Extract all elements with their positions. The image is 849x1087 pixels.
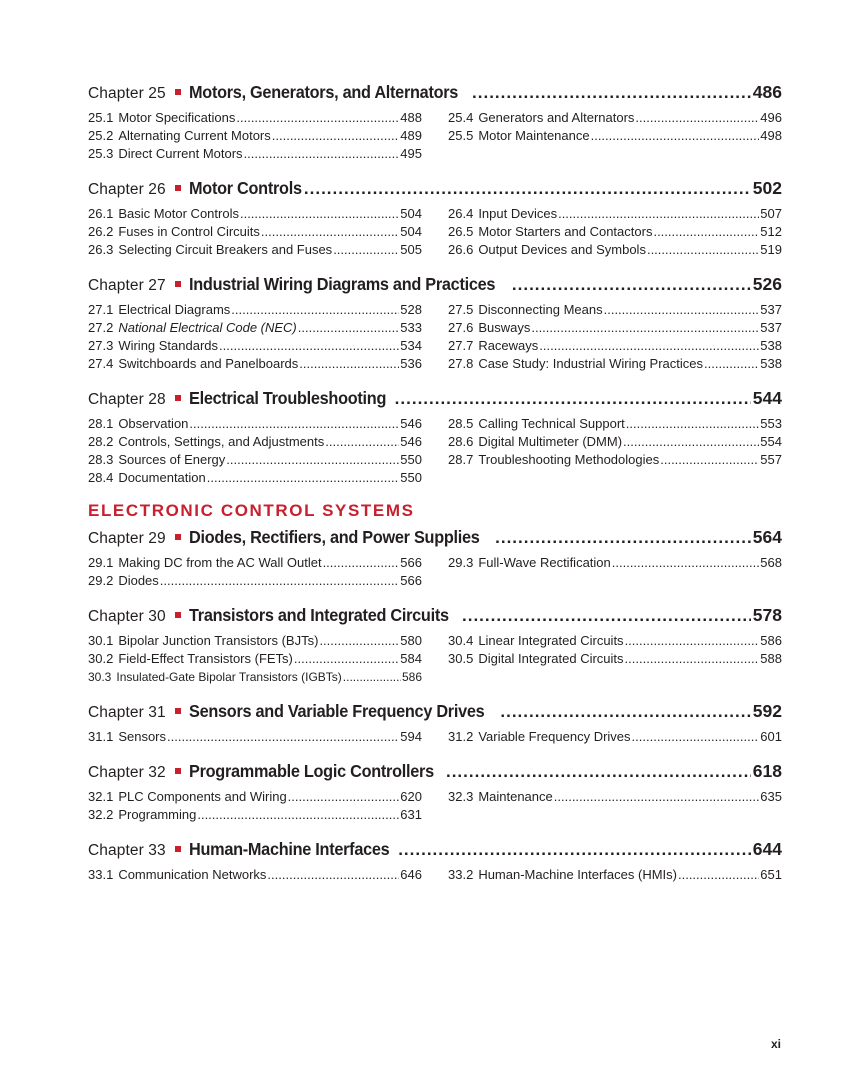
section-number: 33.2 bbox=[448, 867, 474, 882]
section-number: 30.2 bbox=[88, 651, 114, 666]
section-column-left bbox=[88, 109, 422, 163]
dot-leader bbox=[462, 604, 751, 627]
dot-leader bbox=[267, 866, 399, 884]
dot-leader bbox=[333, 241, 399, 259]
section-page-number: 507 bbox=[760, 206, 782, 221]
dot-leader bbox=[398, 838, 751, 861]
square-bullet-icon bbox=[175, 768, 181, 774]
section-column-right bbox=[448, 632, 782, 686]
section-number: 25.4 bbox=[448, 110, 474, 125]
section-page-number: 512 bbox=[760, 224, 782, 239]
chapter-page-number: 502 bbox=[752, 178, 782, 198]
section-entry[interactable] bbox=[88, 301, 422, 319]
dot-leader bbox=[678, 866, 759, 884]
section-entry[interactable] bbox=[88, 223, 422, 241]
dot-leader bbox=[554, 788, 760, 806]
section-entry[interactable] bbox=[448, 433, 782, 451]
section-title: Motor Maintenance bbox=[478, 128, 590, 143]
section-title: Fuses in Control Circuits bbox=[118, 224, 260, 239]
section-entry[interactable] bbox=[448, 788, 782, 806]
section-entry[interactable] bbox=[448, 319, 782, 337]
section-title: Input Devices bbox=[478, 206, 558, 221]
section-page-number: 538 bbox=[760, 338, 782, 353]
section-title: Digital Integrated Circuits bbox=[478, 651, 624, 666]
chapter-label: Chapter 30 bbox=[88, 608, 166, 625]
section-column-left bbox=[88, 632, 422, 686]
section-number: 25.1 bbox=[88, 110, 114, 125]
section-number: 29.3 bbox=[448, 555, 474, 570]
section-number: 32.2 bbox=[88, 807, 114, 822]
section-page-number: 646 bbox=[400, 867, 422, 882]
section-title: PLC Components and Wiring bbox=[118, 789, 287, 804]
section-title: Raceways bbox=[478, 338, 539, 353]
section-entry[interactable] bbox=[88, 668, 422, 686]
section-entry[interactable] bbox=[448, 109, 782, 127]
dot-leader bbox=[660, 451, 759, 469]
section-number: 29.1 bbox=[88, 555, 114, 570]
section-title: Making DC from the AC Wall Outlet bbox=[118, 555, 322, 570]
page-number: xi bbox=[770, 1037, 781, 1051]
section-number: 32.3 bbox=[448, 789, 474, 804]
section-columns bbox=[88, 866, 782, 884]
section-entry[interactable] bbox=[88, 337, 422, 355]
dot-leader bbox=[704, 355, 759, 373]
dot-leader bbox=[231, 301, 399, 319]
section-entry[interactable] bbox=[448, 355, 782, 373]
section-title: Disconnecting Means bbox=[478, 302, 603, 317]
section-page-number: 584 bbox=[400, 651, 422, 666]
section-number: 26.4 bbox=[448, 206, 474, 221]
chapter-entry bbox=[88, 176, 782, 259]
dot-leader bbox=[160, 572, 400, 590]
section-page-number: 537 bbox=[760, 320, 782, 335]
section-page-number: 580 bbox=[400, 633, 422, 648]
section-entry[interactable] bbox=[88, 632, 422, 650]
section-title: Documentation bbox=[118, 470, 206, 485]
section-title: Basic Motor Controls bbox=[118, 206, 239, 221]
section-page-number: 586 bbox=[760, 633, 782, 648]
section-columns bbox=[88, 109, 782, 163]
section-column-left bbox=[88, 728, 422, 746]
dot-leader bbox=[539, 337, 759, 355]
section-entry[interactable] bbox=[448, 415, 782, 433]
square-bullet-icon bbox=[175, 708, 181, 714]
section-title: Selecting Circuit Breakers and Fuses bbox=[118, 242, 333, 257]
section-entry[interactable] bbox=[88, 469, 422, 487]
dot-leader bbox=[304, 177, 751, 200]
section-number: 31.2 bbox=[448, 729, 474, 744]
dot-leader bbox=[647, 241, 759, 259]
section-title: Wiring Standards bbox=[118, 338, 219, 353]
section-page-number: 554 bbox=[760, 434, 782, 449]
section-entry[interactable] bbox=[448, 650, 782, 668]
chapter-heading[interactable] bbox=[88, 699, 782, 723]
dot-leader bbox=[604, 301, 760, 319]
section-entry[interactable] bbox=[448, 554, 782, 572]
table-of-contents bbox=[88, 80, 782, 897]
square-bullet-icon bbox=[175, 89, 181, 95]
chapter-page-number: 592 bbox=[752, 701, 782, 721]
dot-leader bbox=[272, 127, 400, 145]
chapter-label: Chapter 29 bbox=[88, 530, 166, 547]
dot-leader bbox=[189, 415, 399, 433]
dot-leader bbox=[219, 337, 399, 355]
dot-leader bbox=[625, 650, 760, 668]
dot-leader bbox=[626, 415, 760, 433]
section-title: Sensors bbox=[118, 729, 167, 744]
section-title: Maintenance bbox=[478, 789, 553, 804]
dot-leader bbox=[236, 109, 399, 127]
section-number: 28.3 bbox=[88, 452, 114, 467]
section-page-number: 537 bbox=[760, 302, 782, 317]
dot-leader bbox=[325, 433, 399, 451]
dot-leader bbox=[197, 806, 399, 824]
chapter-label: Chapter 25 bbox=[88, 85, 166, 102]
section-number: 29.2 bbox=[88, 573, 114, 588]
section-number: 28.5 bbox=[448, 416, 474, 431]
section-number: 27.4 bbox=[88, 356, 114, 371]
chapter-page-number: 526 bbox=[752, 274, 782, 294]
section-entry[interactable] bbox=[88, 145, 422, 163]
section-page-number: 594 bbox=[400, 729, 422, 744]
section-number: 27.5 bbox=[448, 302, 474, 317]
chapter-entry bbox=[88, 80, 782, 163]
section-number: 28.1 bbox=[88, 416, 114, 431]
section-number: 30.1 bbox=[88, 633, 114, 648]
section-entry[interactable] bbox=[448, 127, 782, 145]
dot-leader bbox=[207, 469, 400, 487]
chapter-entry bbox=[88, 837, 782, 884]
section-title: Alternating Current Motors bbox=[118, 128, 271, 143]
section-entry[interactable] bbox=[88, 728, 422, 746]
section-page-number: 504 bbox=[400, 206, 422, 221]
square-bullet-icon bbox=[175, 395, 181, 401]
section-page-number: 546 bbox=[400, 416, 422, 431]
section-entry[interactable] bbox=[88, 127, 422, 145]
dot-leader bbox=[623, 433, 759, 451]
square-bullet-icon bbox=[175, 185, 181, 191]
section-number: 26.3 bbox=[88, 242, 114, 257]
section-title: Digital Multimeter (DMM) bbox=[478, 434, 623, 449]
section-entry[interactable] bbox=[448, 205, 782, 223]
section-number: 28.2 bbox=[88, 434, 114, 449]
chapter-title: Transistors and Integrated Circuits bbox=[188, 605, 449, 625]
chapter-heading[interactable] bbox=[88, 603, 782, 627]
section-column-left bbox=[88, 788, 422, 824]
section-columns bbox=[88, 632, 782, 686]
section-columns bbox=[88, 301, 782, 373]
chapter-entry bbox=[88, 386, 782, 487]
chapter-title: Sensors and Variable Frequency Drives bbox=[188, 701, 485, 721]
section-number: 25.2 bbox=[88, 128, 114, 143]
square-bullet-icon bbox=[175, 534, 181, 540]
section-page-number: 546 bbox=[400, 434, 422, 449]
section-page-number: 533 bbox=[400, 320, 422, 335]
section-title: Motor Specifications bbox=[118, 110, 236, 125]
dot-leader bbox=[244, 145, 400, 163]
section-entry[interactable] bbox=[88, 650, 422, 668]
section-page-number: 550 bbox=[400, 452, 422, 467]
section-entry[interactable] bbox=[448, 728, 782, 746]
section-entry[interactable] bbox=[88, 319, 422, 337]
section-column-right bbox=[448, 788, 782, 824]
chapter-label: Chapter 27 bbox=[88, 277, 166, 294]
section-title: Diodes bbox=[118, 573, 159, 588]
dot-leader bbox=[591, 127, 760, 145]
dot-leader bbox=[395, 387, 751, 410]
section-title: Switchboards and Panelboards bbox=[118, 356, 299, 371]
dot-leader bbox=[167, 728, 399, 746]
section-entry[interactable] bbox=[88, 572, 422, 590]
section-page-number: 489 bbox=[400, 128, 422, 143]
section-title: Generators and Alternators bbox=[478, 110, 635, 125]
section-page-number: 534 bbox=[400, 338, 422, 353]
section-column-right bbox=[448, 728, 782, 746]
section-column-right bbox=[448, 866, 782, 884]
section-entry[interactable] bbox=[448, 223, 782, 241]
section-page-number: 528 bbox=[400, 302, 422, 317]
chapter-page-number: 486 bbox=[752, 82, 782, 102]
section-number: 27.6 bbox=[448, 320, 474, 335]
section-title: Variable Frequency Drives bbox=[478, 729, 631, 744]
section-page-number: 566 bbox=[400, 573, 422, 588]
section-entry[interactable] bbox=[88, 205, 422, 223]
section-title: Full-Wave Rectification bbox=[478, 555, 611, 570]
dot-leader bbox=[298, 319, 400, 337]
section-page-number: 631 bbox=[400, 807, 422, 822]
chapter-title: Motors, Generators, and Alternators bbox=[188, 82, 458, 102]
section-column-left bbox=[88, 415, 422, 487]
chapter-title: Industrial Wiring Diagrams and Practices bbox=[188, 274, 495, 294]
section-column-left bbox=[88, 205, 422, 259]
section-title: Case Study: Industrial Wiring Practices bbox=[478, 356, 704, 371]
section-page-number: 498 bbox=[760, 128, 782, 143]
section-title: Human-Machine Interfaces (HMIs) bbox=[478, 867, 677, 882]
section-title: Controls, Settings, and Adjustments bbox=[118, 434, 325, 449]
section-columns bbox=[88, 415, 782, 487]
section-page-number: 505 bbox=[400, 242, 422, 257]
section-number: 28.4 bbox=[88, 470, 114, 485]
section-page-number: 488 bbox=[400, 110, 422, 125]
chapter-entry bbox=[88, 759, 782, 824]
section-title: Sources of Energy bbox=[118, 452, 226, 467]
chapter-label: Chapter 26 bbox=[88, 181, 166, 198]
chapter-entry bbox=[88, 525, 782, 590]
dot-leader bbox=[261, 223, 399, 241]
chapter-heading[interactable] bbox=[88, 525, 782, 549]
chapter-heading[interactable] bbox=[88, 176, 782, 200]
section-title: Direct Current Motors bbox=[118, 146, 243, 161]
section-number: 26.1 bbox=[88, 206, 114, 221]
square-bullet-icon bbox=[175, 612, 181, 618]
section-page-number: 588 bbox=[760, 651, 782, 666]
chapter-page-number: 564 bbox=[752, 527, 782, 547]
section-title: Bipolar Junction Transistors (BJTs) bbox=[118, 633, 319, 648]
chapter-page-number: 544 bbox=[752, 388, 782, 408]
chapter-title: Electrical Troubleshooting bbox=[188, 388, 386, 408]
section-title: Output Devices and Symbols bbox=[478, 242, 646, 257]
section-entry[interactable] bbox=[448, 301, 782, 319]
chapter-heading[interactable] bbox=[88, 80, 782, 104]
section-entry[interactable] bbox=[448, 451, 782, 469]
section-entry[interactable] bbox=[448, 866, 782, 884]
dot-leader bbox=[625, 632, 760, 650]
dot-leader bbox=[495, 526, 751, 549]
chapter-label: Chapter 28 bbox=[88, 391, 166, 408]
section-number: 26.2 bbox=[88, 224, 114, 239]
section-columns bbox=[88, 554, 782, 590]
chapter-label: Chapter 33 bbox=[88, 842, 166, 859]
section-entry[interactable] bbox=[88, 433, 422, 451]
section-number: 30.5 bbox=[448, 651, 474, 666]
section-column-right bbox=[448, 109, 782, 163]
section-entry[interactable] bbox=[448, 632, 782, 650]
chapter-title: Human-Machine Interfaces bbox=[188, 839, 390, 859]
chapter-title: Diodes, Rectifiers, and Power Supplies bbox=[188, 527, 480, 547]
section-entry[interactable] bbox=[88, 355, 422, 373]
section-number: 27.1 bbox=[88, 302, 114, 317]
section-number: 27.2 bbox=[88, 320, 114, 335]
section-number: 27.8 bbox=[448, 356, 474, 371]
section-title: Electrical Diagrams bbox=[118, 302, 231, 317]
section-entry[interactable] bbox=[448, 337, 782, 355]
section-title: Busways bbox=[478, 320, 531, 335]
section-title: Insulated-Gate Bipolar Transistors (IGBTs) bbox=[116, 670, 342, 684]
section-page-number: 651 bbox=[760, 867, 782, 882]
chapter-heading[interactable] bbox=[88, 837, 782, 861]
section-number: 28.7 bbox=[448, 452, 474, 467]
section-title: National Electrical Code (NEC) bbox=[118, 320, 297, 335]
chapter-entry bbox=[88, 603, 782, 686]
section-page-number: 504 bbox=[400, 224, 422, 239]
square-bullet-icon bbox=[175, 846, 181, 852]
section-entry[interactable] bbox=[88, 866, 422, 884]
dot-leader bbox=[319, 632, 399, 650]
dot-leader bbox=[288, 788, 400, 806]
section-page-number: 601 bbox=[760, 729, 782, 744]
section-title: Communication Networks bbox=[118, 867, 267, 882]
section-page-number: 557 bbox=[760, 452, 782, 467]
chapter-page-number: 578 bbox=[752, 605, 782, 625]
section-entry[interactable] bbox=[448, 241, 782, 259]
section-column-left bbox=[88, 301, 422, 373]
chapter-heading[interactable] bbox=[88, 386, 782, 410]
section-column-right bbox=[448, 554, 782, 590]
section-page-number: 586 bbox=[401, 670, 422, 684]
section-column-right bbox=[448, 415, 782, 487]
section-page-number: 620 bbox=[400, 789, 422, 804]
section-page-number: 568 bbox=[760, 555, 782, 570]
section-page-number: 495 bbox=[400, 146, 422, 161]
section-number: 27.7 bbox=[448, 338, 474, 353]
dot-leader bbox=[294, 650, 399, 668]
dot-leader bbox=[446, 760, 751, 783]
section-column-right bbox=[448, 301, 782, 373]
chapter-page-number: 618 bbox=[752, 761, 782, 781]
section-entry[interactable] bbox=[88, 806, 422, 824]
section-page-number: 550 bbox=[400, 470, 422, 485]
section-entry[interactable] bbox=[88, 554, 422, 572]
dot-leader bbox=[635, 109, 759, 127]
section-heading: ELECTRONIC CONTROL SYSTEMS bbox=[88, 501, 415, 520]
section-page-number: 536 bbox=[400, 356, 422, 371]
section-entry[interactable] bbox=[88, 109, 422, 127]
dot-leader bbox=[323, 554, 400, 572]
dot-leader bbox=[226, 451, 399, 469]
section-page-number: 538 bbox=[760, 356, 782, 371]
dot-leader bbox=[472, 81, 751, 104]
section-page-number: 566 bbox=[400, 555, 422, 570]
section-columns bbox=[88, 205, 782, 259]
section-number: 30.4 bbox=[448, 633, 474, 648]
chapter-entry bbox=[88, 699, 782, 746]
section-column-right bbox=[448, 205, 782, 259]
dot-leader bbox=[240, 205, 399, 223]
section-entry[interactable] bbox=[88, 788, 422, 806]
section-page-number: 635 bbox=[760, 789, 782, 804]
section-entry[interactable] bbox=[88, 451, 422, 469]
chapter-title: Programmable Logic Controllers bbox=[188, 761, 434, 781]
dot-leader bbox=[512, 273, 751, 296]
section-entry[interactable] bbox=[88, 415, 422, 433]
chapter-entry bbox=[88, 272, 782, 373]
section-number: 25.5 bbox=[448, 128, 474, 143]
section-page-number: 496 bbox=[760, 110, 782, 125]
dot-leader bbox=[500, 700, 750, 723]
dot-leader bbox=[558, 205, 759, 223]
chapter-heading[interactable] bbox=[88, 272, 782, 296]
dot-leader bbox=[632, 728, 760, 746]
section-number: 30.3 bbox=[88, 670, 112, 684]
section-title: Programming bbox=[118, 807, 197, 822]
dot-leader bbox=[299, 355, 399, 373]
section-number: 33.1 bbox=[88, 867, 114, 882]
chapter-heading[interactable] bbox=[88, 759, 782, 783]
dot-leader bbox=[612, 554, 760, 572]
dot-leader bbox=[531, 319, 759, 337]
section-number: 25.3 bbox=[88, 146, 114, 161]
section-columns bbox=[88, 788, 782, 824]
section-number: 27.3 bbox=[88, 338, 114, 353]
section-number: 26.6 bbox=[448, 242, 474, 257]
section-page-number: 519 bbox=[760, 242, 782, 257]
section-title: Troubleshooting Methodologies bbox=[478, 452, 660, 467]
chapter-label: Chapter 31 bbox=[88, 704, 166, 721]
dot-leader bbox=[653, 223, 759, 241]
section-number: 26.5 bbox=[448, 224, 474, 239]
section-title: Calling Technical Support bbox=[478, 416, 625, 431]
section-columns bbox=[88, 728, 782, 746]
section-title: Observation bbox=[118, 416, 189, 431]
section-page-number: 553 bbox=[760, 416, 782, 431]
section-number: 31.1 bbox=[88, 729, 114, 744]
section-title: Field-Effect Transistors (FETs) bbox=[118, 651, 293, 666]
section-column-left bbox=[88, 866, 422, 884]
dot-leader bbox=[343, 668, 401, 686]
section-column-left bbox=[88, 554, 422, 590]
section-number: 28.6 bbox=[448, 434, 474, 449]
square-bullet-icon bbox=[175, 281, 181, 287]
chapter-label: Chapter 32 bbox=[88, 764, 166, 781]
section-entry[interactable] bbox=[88, 241, 422, 259]
section-number: 32.1 bbox=[88, 789, 114, 804]
chapter-page-number: 644 bbox=[752, 839, 782, 859]
chapter-title: Motor Controls bbox=[188, 178, 302, 198]
section-title: Linear Integrated Circuits bbox=[478, 633, 624, 648]
section-title: Motor Starters and Contactors bbox=[478, 224, 653, 239]
